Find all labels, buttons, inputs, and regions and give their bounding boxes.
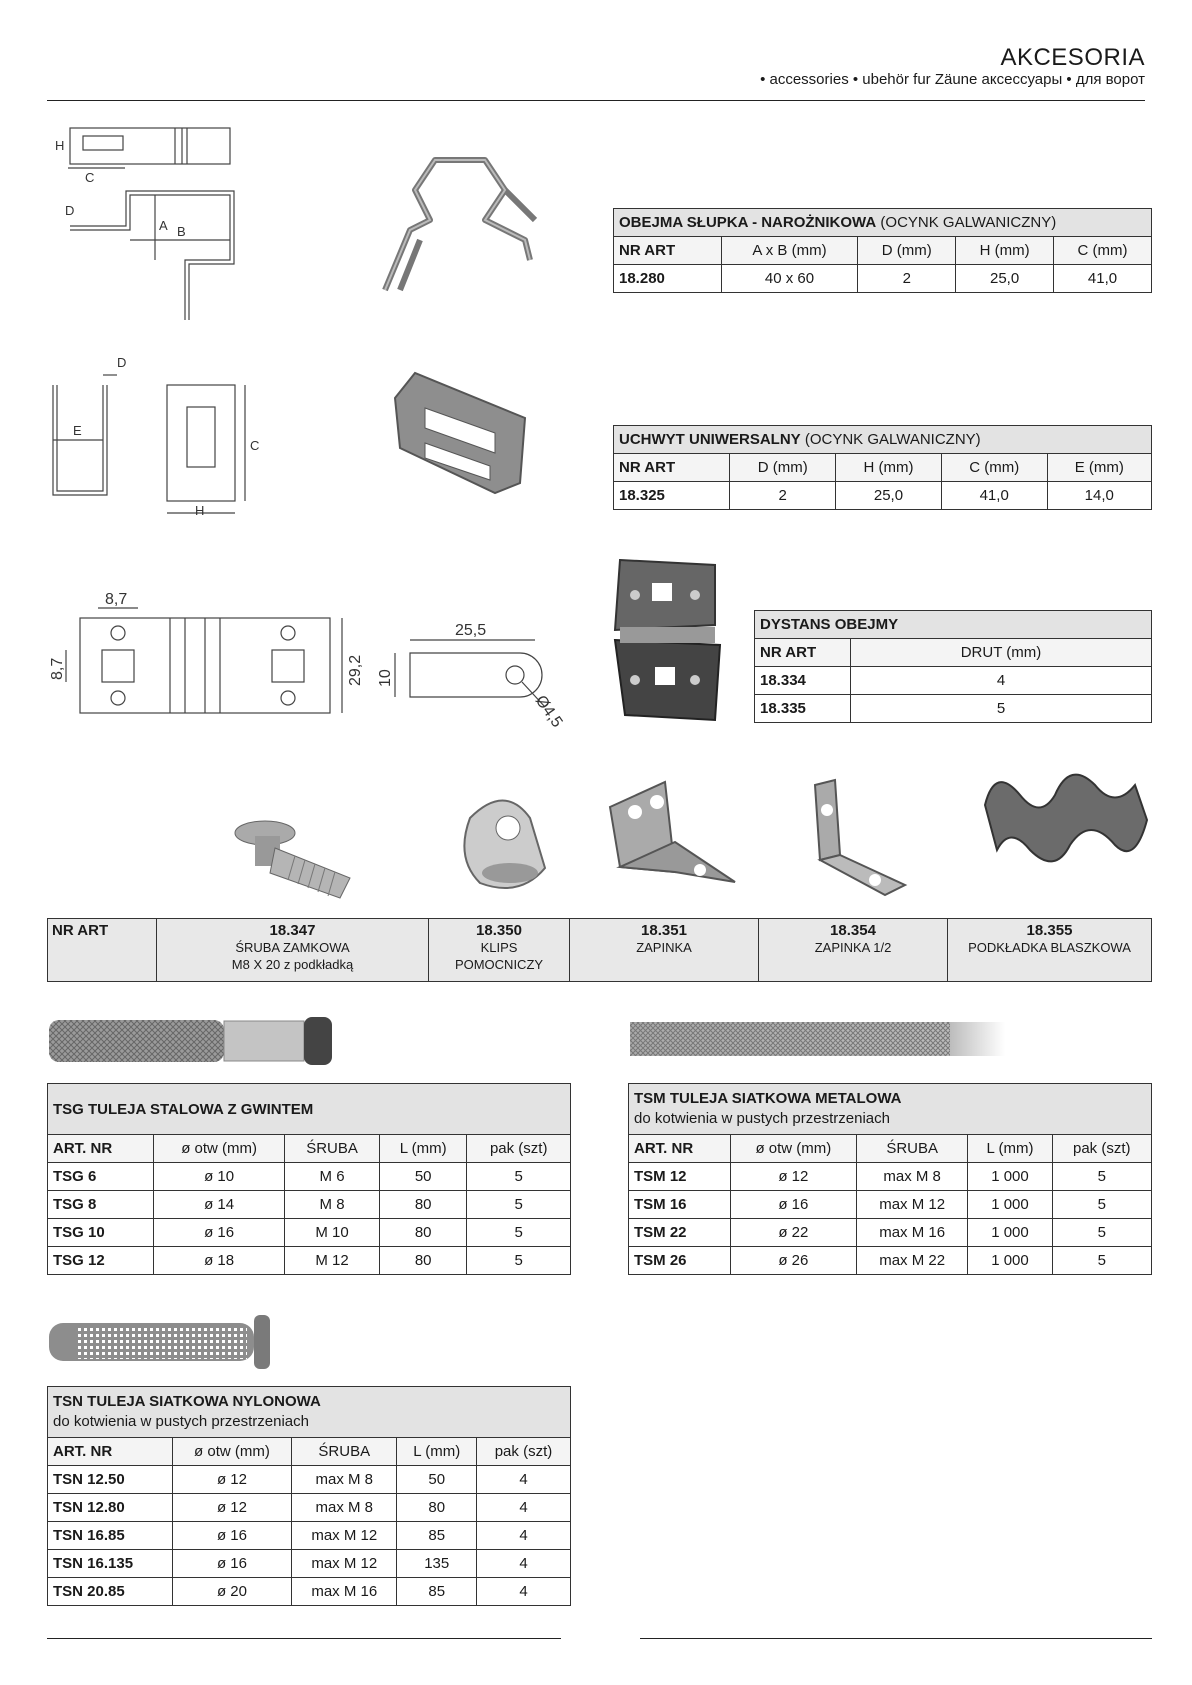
tsm-cell: 1 000 [968,1163,1052,1191]
table-row [755,695,1152,723]
tsm-cell: 1 000 [968,1219,1052,1247]
tsn-col-sruba: ŚRUBA [292,1438,397,1466]
tsm-cell: TSM 16 [629,1191,731,1219]
tsn-cell: TSN 16.135 [48,1550,173,1578]
tsm-cell: TSM 22 [629,1219,731,1247]
tsg-cell: 80 [379,1219,467,1247]
bolt-photo [230,798,360,903]
uchwyt-title-cell [614,426,1152,454]
dystans-cell: 18.335 [755,695,851,723]
tsn-cell: ø 12 [172,1494,291,1522]
tsm-cell: 5 [1052,1163,1151,1191]
spacer-plate-diagram [49,590,364,730]
product-nr: 18.347 [269,922,316,939]
tsn-col-otw: ø otw (mm) [172,1438,291,1466]
tsn-cell: max M 16 [292,1578,397,1606]
tsn-cell: 4 [476,1466,570,1494]
tsg-cell: 80 [379,1247,467,1275]
dystans-cell: 18.334 [755,667,851,695]
tsg-cell: ø 14 [154,1191,285,1219]
tsg-cell: TSG 10 [48,1219,154,1247]
product-desc: ŚRUBA ZAMKOWA [235,940,350,955]
dim-label-h: H [55,138,65,153]
dim-label-c: C [85,170,95,185]
obejma-cell: 2 [858,265,956,293]
obejma-col-axb: A x B (mm) [721,237,858,265]
tsg-table [47,1083,571,1275]
steel-sleeve-photo [47,1015,337,1070]
tsm-subtitle: do kotwienia w pustych przestrzeniach [634,1110,890,1127]
tsn-cell: 50 [397,1466,476,1494]
dim-label-e: E [73,423,82,438]
obejma-col-h: H (mm) [956,237,1054,265]
tsg-col-otw: ø otw (mm) [154,1135,285,1163]
dim-label-a: A [159,218,168,233]
spacer-photo [610,555,725,725]
product-desc: POMOCNICZY [454,957,544,972]
dystans-col-nr: NR ART [755,639,851,667]
corner-clamp-photo [375,150,535,300]
tsm-col-sruba: ŚRUBA [856,1135,968,1163]
table-row [48,1466,571,1494]
tsg-cell: M 6 [285,1163,380,1191]
tsm-cell: max M 8 [856,1163,968,1191]
dystans-table [754,610,1152,723]
uchwyt-cell: 18.325 [614,482,730,510]
product-nr: 18.350 [476,922,522,939]
tsm-cell: max M 16 [856,1219,968,1247]
tsn-cell: TSN 16.85 [48,1522,173,1550]
table-row [48,1219,571,1247]
dim-label-left: 8,7 [49,657,66,680]
tsm-cell: ø 22 [730,1219,856,1247]
tsm-cell: TSM 12 [629,1163,731,1191]
table-row [48,1522,571,1550]
tsn-title: TSN TULEJA SIATKOWA NYLONOWA [53,1393,321,1410]
tsn-cell: 4 [476,1494,570,1522]
obejma-col-c: C (mm) [1054,237,1152,265]
uchwyt-col-nr: NR ART [614,454,730,482]
tsg-col-pak: pak (szt) [467,1135,571,1163]
table-row [48,1550,571,1578]
product-cell-18351 [570,919,759,982]
tsg-cell: ø 18 [154,1247,285,1275]
tsn-cell: ø 16 [172,1522,291,1550]
tsg-cell: 5 [467,1163,571,1191]
tsg-cell: 5 [467,1219,571,1247]
dystans-cell: 5 [851,695,1152,723]
product-cell-18350 [429,919,570,982]
table-row [48,1578,571,1606]
dim-label-right: 29,2 [347,654,364,686]
tsm-cell: TSM 26 [629,1247,731,1275]
tsn-cell: max M 8 [292,1466,397,1494]
uchwyt-cell: 25,0 [836,482,942,510]
uchwyt-subtitle: (OCYNK GALWANICZNY) [800,431,981,448]
obejma-cell: 18.280 [614,265,722,293]
dystans-col-drut: DRUT (mm) [851,639,1152,667]
tsg-cell: 80 [379,1191,467,1219]
table-row [629,1163,1152,1191]
page-title: AKCESORIA [1000,44,1145,71]
header-divider [47,100,1145,101]
metal-mesh-sleeve-photo [628,1018,1008,1060]
dim-label-height: 10 [377,669,394,687]
tsn-cell: max M 12 [292,1522,397,1550]
spacer-side-diagram [375,615,575,731]
tsg-cell: TSG 12 [48,1247,154,1275]
dim-label-d: D [117,355,127,370]
tsg-cell: M 8 [285,1191,380,1219]
tsg-cell: TSG 6 [48,1163,154,1191]
obejma-title-cell [614,209,1152,237]
tsg-cell: M 10 [285,1219,380,1247]
tsm-cell: max M 12 [856,1191,968,1219]
table-row [48,1494,571,1522]
obejma-col-d: D (mm) [858,237,956,265]
obejma-cell: 41,0 [1054,265,1152,293]
tsn-cell: 85 [397,1522,476,1550]
tsg-cell: TSG 8 [48,1191,154,1219]
tsm-col-otw: ø otw (mm) [730,1135,856,1163]
uchwyt-table [613,425,1152,510]
product-desc: M8 X 20 z podkładką [231,957,354,972]
tsn-cell: TSN 20.85 [48,1578,173,1606]
corner-clamp-diagram [55,120,245,330]
tsn-cell: 135 [397,1550,476,1578]
tsm-cell: 5 [1052,1247,1151,1275]
table-row [48,1191,571,1219]
dim-label-d: D [65,203,75,218]
tsn-cell: 80 [397,1494,476,1522]
uchwyt-col-h: H (mm) [836,454,942,482]
tsg-col-l: L (mm) [379,1135,467,1163]
product-nr: 18.354 [830,922,876,939]
tsm-cell: 5 [1052,1219,1151,1247]
tsg-cell: 5 [467,1247,571,1275]
products-header: NR ART [48,919,157,982]
table-row [629,1191,1152,1219]
tsm-col-art: ART. NR [629,1135,731,1163]
tsg-col-art: ART. NR [48,1135,154,1163]
tsn-cell: max M 8 [292,1494,397,1522]
tsm-cell: 1 000 [968,1191,1052,1219]
tsn-subtitle: do kotwienia w pustych przestrzeniach [53,1413,309,1430]
clamp-clip-photo [595,762,745,902]
dystans-cell: 4 [851,667,1152,695]
product-cell-18347 [157,919,429,982]
universal-holder-photo [385,368,535,498]
tsm-cell: ø 26 [730,1247,856,1275]
tsn-col-art: ART. NR [48,1438,173,1466]
tsg-col-sruba: ŚRUBA [285,1135,380,1163]
tsg-cell: ø 16 [154,1219,285,1247]
product-nr: 18.351 [641,922,687,939]
tsn-col-pak: pak (szt) [476,1438,570,1466]
tsm-cell: ø 12 [730,1163,856,1191]
clip-photo [450,788,565,903]
nylon-mesh-sleeve-photo [47,1315,277,1370]
tsn-cell: TSN 12.80 [48,1494,173,1522]
tsn-col-l: L (mm) [397,1438,476,1466]
tsm-col-pak: pak (szt) [1052,1135,1151,1163]
footer-divider-left [47,1638,561,1639]
tsn-title-cell [48,1387,571,1438]
tsm-title: TSM TULEJA SIATKOWA METALOWA [634,1090,902,1107]
tsn-table [47,1386,571,1606]
obejma-title: OBEJMA SŁUPKA - NAROŻNIKOWA [619,214,877,231]
tsg-cell: 5 [467,1191,571,1219]
dim-label-top: 8,7 [105,591,128,608]
tsn-cell: ø 16 [172,1550,291,1578]
page-subtitle: • accessories • ubehör fur Zäune аксессуары • для ворот [760,71,1145,88]
tsm-cell: ø 16 [730,1191,856,1219]
product-nr: 18.355 [1026,922,1073,939]
uchwyt-title: UCHWYT UNIWERSALNY [619,431,801,448]
tsn-cell: 4 [476,1522,570,1550]
tsg-cell: 50 [379,1163,467,1191]
product-cell-18355 [948,919,1152,982]
uchwyt-cell: 2 [730,482,836,510]
dim-label-length: 25,5 [455,622,487,639]
tsn-cell: 85 [397,1578,476,1606]
products-table [47,918,1152,982]
product-desc: PODKŁADKA BLASZKOWA [968,940,1131,955]
table-row [48,1163,571,1191]
tsg-cell: M 12 [285,1247,380,1275]
product-desc: ZAPINKA 1/2 [814,940,892,955]
dystans-title: DYSTANS OBEJMY [755,611,1152,639]
obejma-cell: 40 x 60 [721,265,858,293]
uchwyt-cell: 41,0 [941,482,1047,510]
tsm-cell: 1 000 [968,1247,1052,1275]
tsm-table [628,1083,1152,1275]
universal-holder-diagram [45,355,265,525]
tsg-title: TSG TULEJA STALOWA Z GWINTEM [48,1084,571,1135]
table-row [48,1247,571,1275]
tsm-cell: max M 22 [856,1247,968,1275]
tsn-cell: TSN 12.50 [48,1466,173,1494]
table-row [629,1247,1152,1275]
product-desc: ZAPINKA [636,940,692,955]
tsm-title-cell [629,1084,1152,1135]
uchwyt-col-e: E (mm) [1047,454,1151,482]
obejma-cell: 25,0 [956,265,1054,293]
table-row [629,1219,1152,1247]
table-row [755,667,1152,695]
dim-label-hole: Ø4,5 [531,692,566,731]
tsm-cell: 5 [1052,1191,1151,1219]
uchwyt-col-c: C (mm) [941,454,1047,482]
dim-label-b: B [177,224,186,239]
tsg-cell: ø 10 [154,1163,285,1191]
table-row [48,919,1152,982]
tsn-cell: ø 20 [172,1578,291,1606]
footer-divider-right [640,1638,1152,1639]
uchwyt-col-d: D (mm) [730,454,836,482]
half-clip-photo [795,775,915,900]
dim-label-h: H [195,503,205,518]
tsm-col-l: L (mm) [968,1135,1052,1163]
table-row [614,265,1152,293]
tsn-cell: 4 [476,1550,570,1578]
obejma-subtitle: (OCYNK GALWANICZNY) [876,214,1057,231]
product-cell-18354 [759,919,948,982]
obejma-col-nr: NR ART [614,237,722,265]
tsn-cell: max M 12 [292,1550,397,1578]
dim-label-c: C [250,438,260,453]
uchwyt-cell: 14,0 [1047,482,1151,510]
tsn-cell: 4 [476,1578,570,1606]
washer-plate-photo [975,755,1155,900]
obejma-table [613,208,1152,293]
table-row [614,482,1152,510]
product-desc: KLIPS [480,940,518,955]
tsn-cell: ø 12 [172,1466,291,1494]
